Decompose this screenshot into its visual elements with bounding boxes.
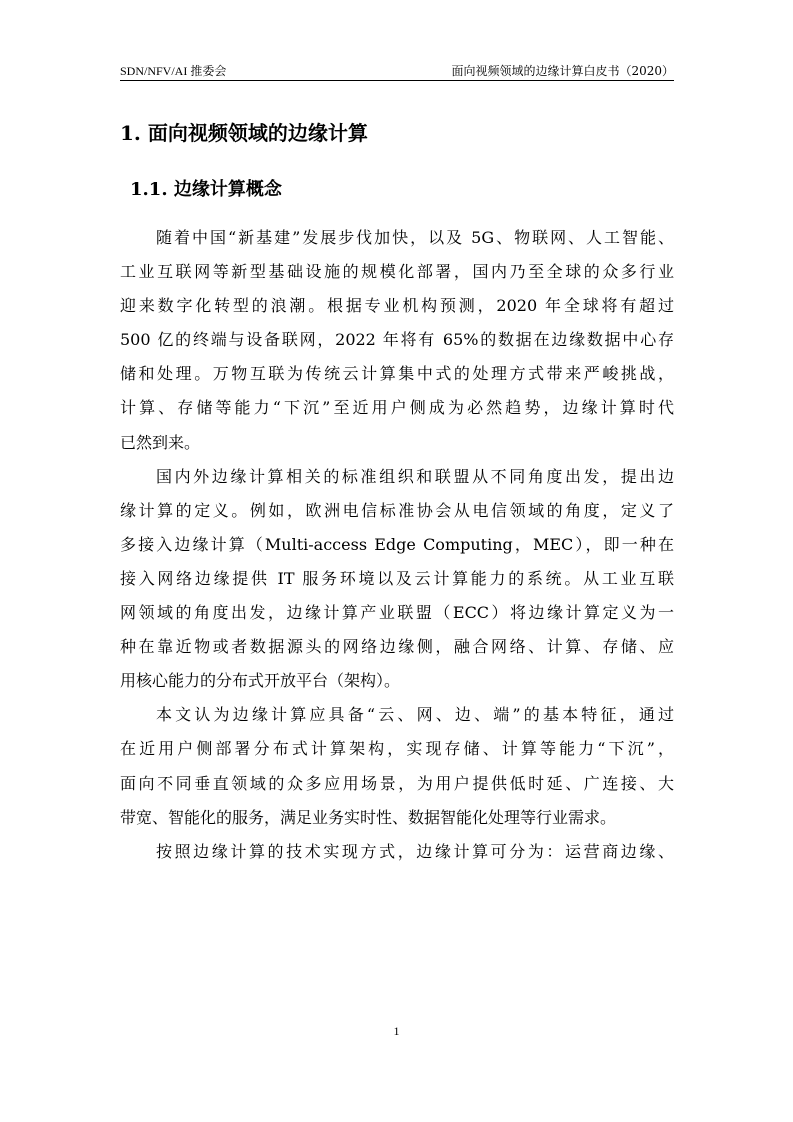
page-header (120, 62, 674, 81)
paragraph (120, 460, 674, 699)
text-line: 迎来数字化转型的浪潮。根据专业机构预测，2020 年全球将有超过 (120, 296, 674, 316)
header-document-title: 面向视频领域的边缘计算白皮书（2020） (451, 64, 674, 78)
text-line: 接入网络边缘提供 IT 服务环境以及云计算能力的系统。从工业互联 (120, 568, 674, 588)
text-line: 随着中国“新基建”发展步伐加快，以及 5G、物联网、人工智能、 (156, 228, 674, 247)
paragraph (120, 221, 674, 460)
paragraph (120, 835, 674, 869)
page-number: 1 (393, 1024, 400, 1038)
text-line: 500 亿的终端与设备联网，2022 年将有 65%的数据在边缘数据中心存 (120, 330, 674, 350)
text-line: 计算、存储等能力“下沉”至近用户侧成为必然趋势，边缘计算时代 (120, 398, 674, 418)
text-line: 本文认为边缘计算应具备“云、网、边、端”的基本特征，通过 (156, 705, 674, 725)
section-heading-1: 1. 面向视频领域的边缘计算 (120, 121, 368, 145)
text-line: 面向不同垂直领域的众多应用场景，为用户提供低时延、广连接、大 (120, 773, 674, 793)
section-heading-1-1: 1.1. 边缘计算概念 (130, 179, 282, 200)
text-line: 在近用户侧部署分布式计算架构，实现存储、计算等能力“下沉”， (120, 739, 674, 759)
text-line: 用核心能力的分布式开放平台（架构）。 (120, 671, 401, 691)
text-line: 种在靠近物或者数据源头的网络边缘侧，融合网络、计算、存储、应 (120, 637, 674, 657)
body-text (120, 221, 674, 869)
text-line: 国内外边缘计算相关的标准组织和联盟从不同角度出发，提出边 (156, 466, 674, 486)
text-line: 多接入边缘计算（Multi-access Edge Computing，MEC），即一种在 (120, 534, 674, 554)
text-line: 储和处理。万物互联为传统云计算集中式的处理方式带来严峻挑战， (120, 364, 674, 384)
text-line: 工业互联网等新型基础设施的规模化部署，国内乃至全球的众多行业 (120, 262, 674, 282)
text-line: 已然到来。 (120, 432, 201, 452)
header-organization: SDN/NFV/AI 推委会 (120, 64, 227, 78)
text-line: 按照边缘计算的技术实现方式，边缘计算可分为：运营商边缘、 (156, 841, 674, 861)
text-line: 网领域的角度出发，边缘计算产业联盟（ECC）将边缘计算定义为一 (120, 603, 674, 623)
text-line: 缘计算的定义。例如，欧洲电信标准协会从电信领域的角度，定义了 (120, 500, 674, 520)
text-line: 带宽、智能化的服务，满足业务实时性、数据智能化处理等行业需求。 (120, 807, 617, 827)
paragraph (120, 698, 674, 834)
